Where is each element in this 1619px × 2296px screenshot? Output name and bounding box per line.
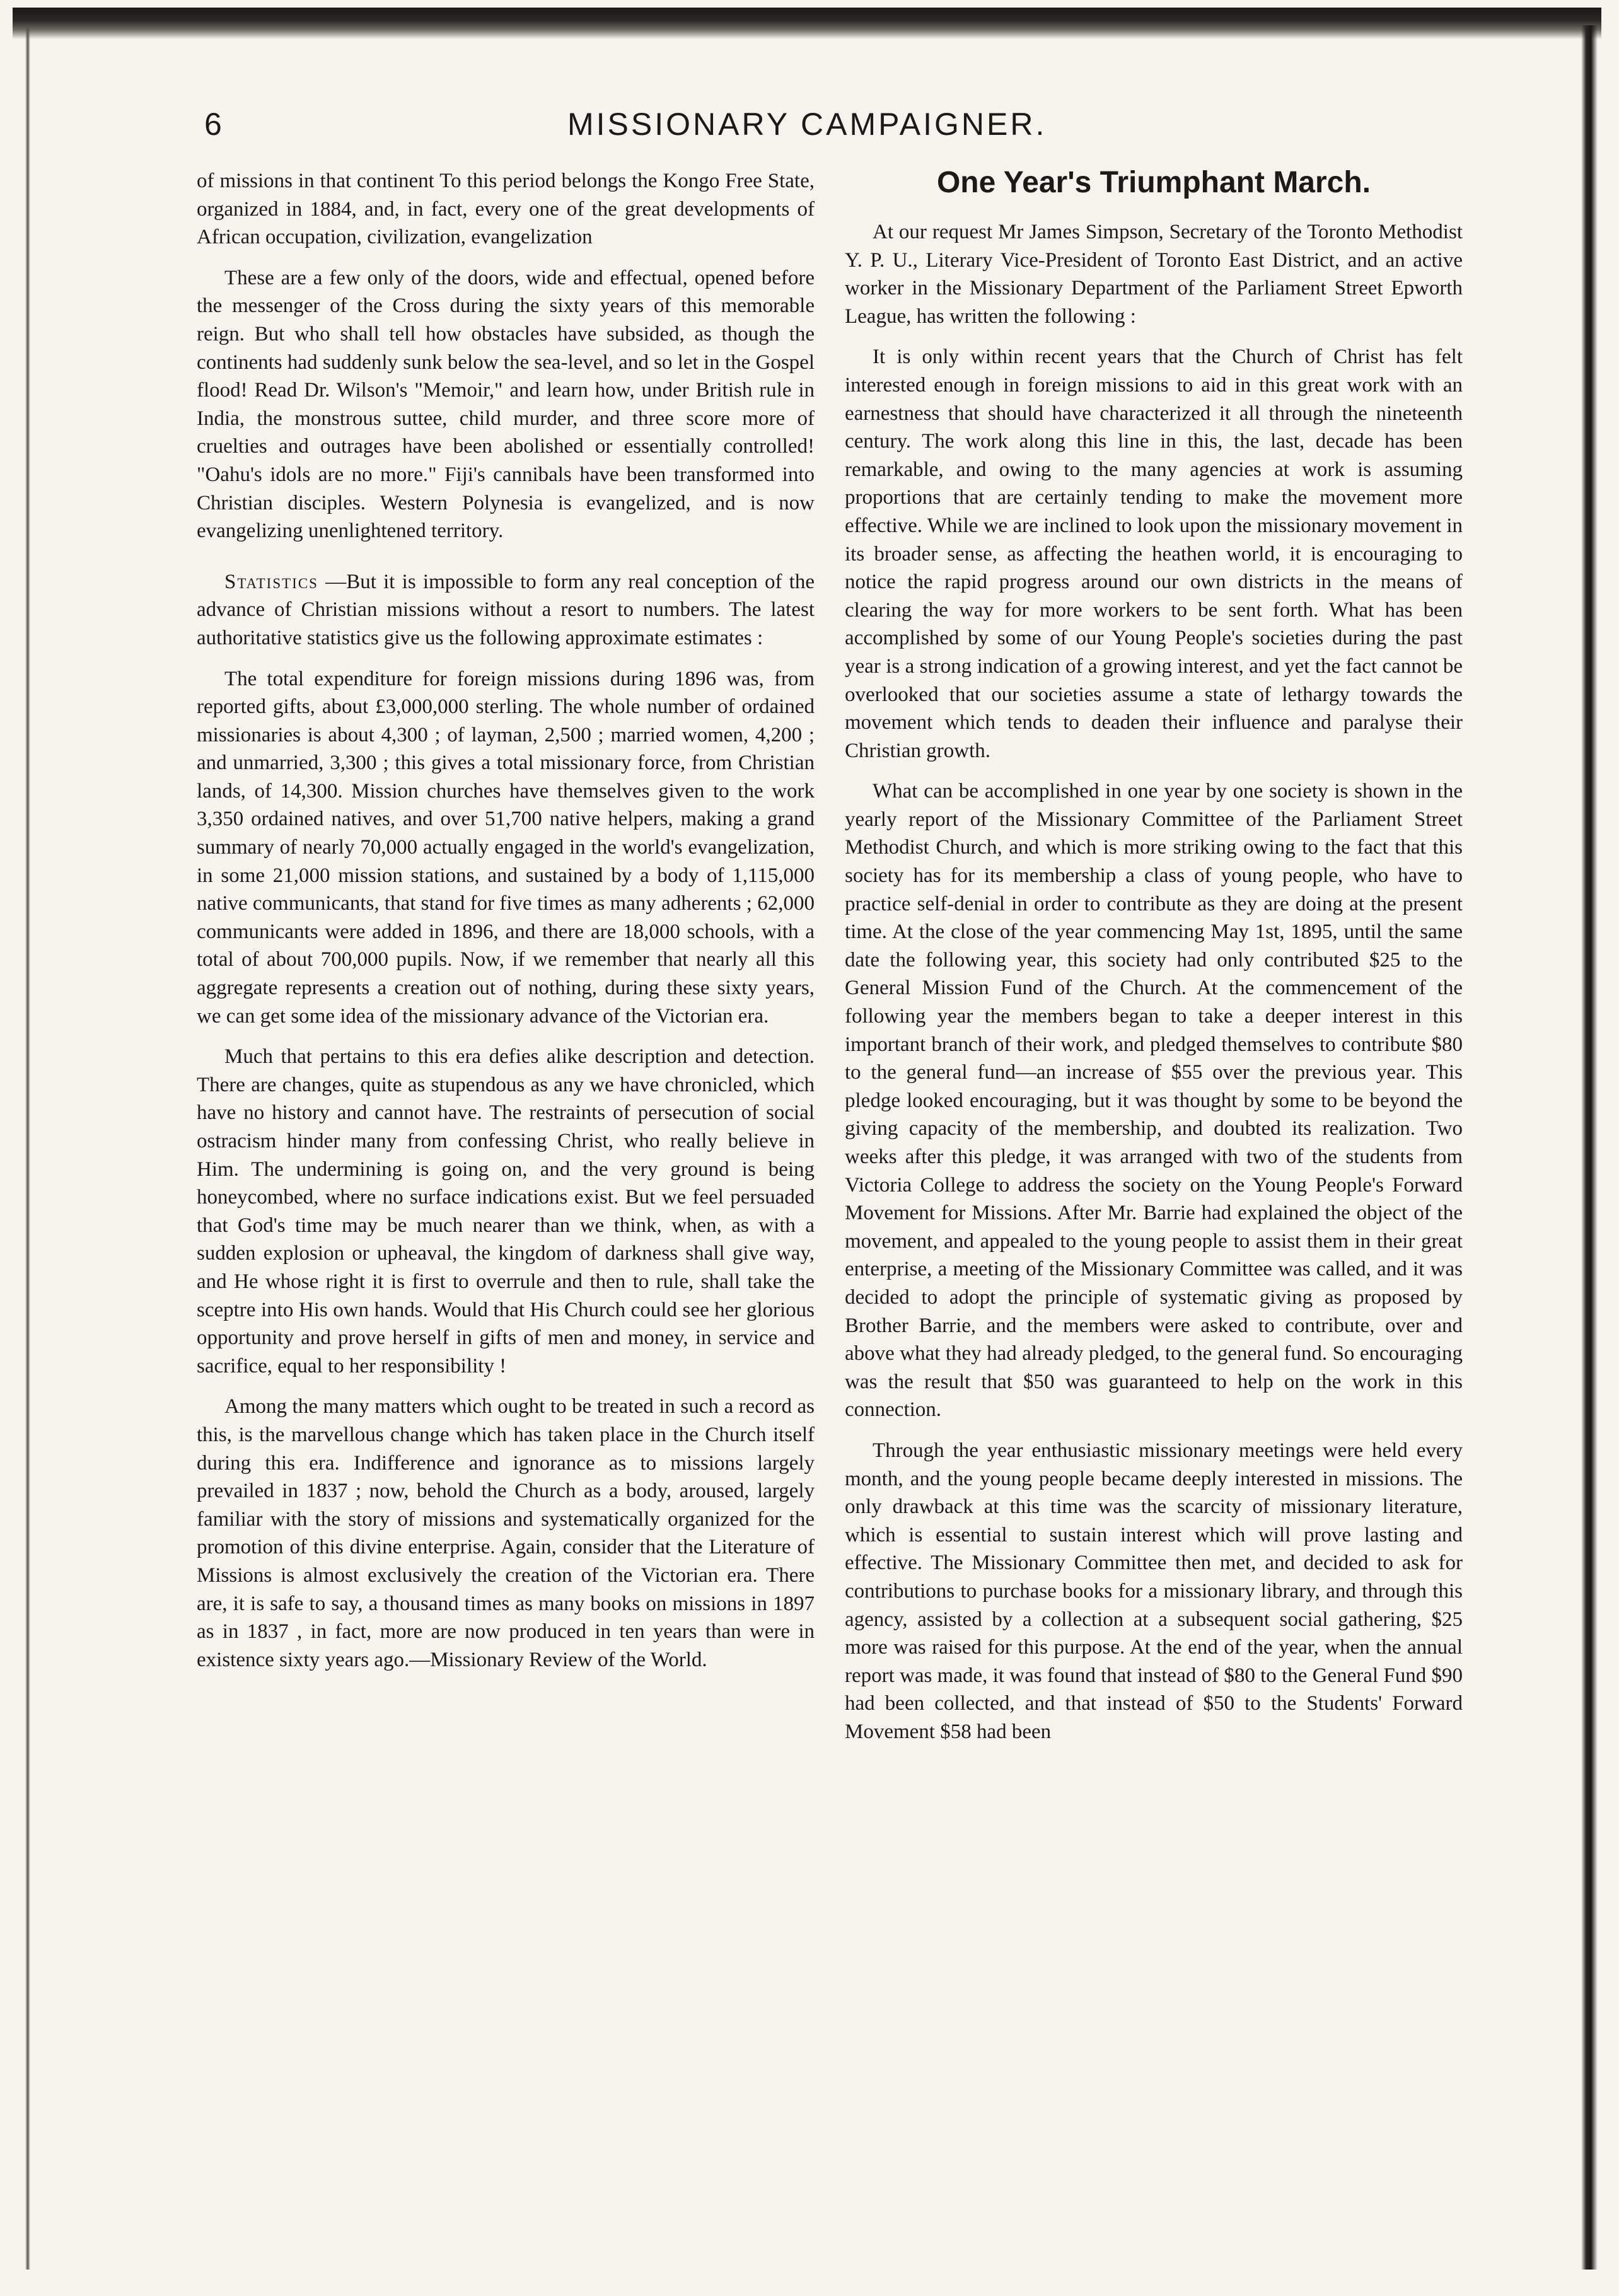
left-border-rule xyxy=(25,25,30,2270)
article-title: One Year's Triumphant March. xyxy=(936,166,1371,199)
paragraph: Among the many matters which ought to be treated in such a record as this, is the marvellous change which has taken place in the Church itself during this era. Indifference and ignorance as to missions largely prevailed in 1837 ; now, behold the Church as a body, aroused, largely familiar with the story of missions and systematically organized for the promotion of this divine enterprise. Again, consider that the Literature of Missions is almost exclusively the creation of the Victorian era. There are, it is safe to say, a thousand times as many books on missions in 1897 as in 1837 , in fact, more are now produced in ten years than were in existence sixty years ago.—Missionary Review of the World. xyxy=(197,1395,815,1671)
paragraph: Through the year enthusiastic missionary meetings were held every month, and the young people became deeply interested in missions. The only drawback at this time was the scarcity of missionary literature, which is essential to sustain interest which will prove lasting and effective. The Missionary Committee then met, and decided to ask for contributions to purchase books for a missionary library, and through this agency, assisted by a collection at a subsequent social gathering, $25 more was raised for this purpose. At the end of the year, when the annual report was made, it was found that instead of $80 to the General Fund $90 had been collected, and that instead of $50 to the Students' Forward Movement $58 had been xyxy=(845,1439,1463,1743)
right-border-rule xyxy=(1581,25,1598,2270)
top-border-rule xyxy=(13,8,1601,39)
running-head: MISSIONARY CAMPAIGNER. xyxy=(567,107,1047,142)
statistics-paragraph xyxy=(197,568,815,652)
page-number: 6 xyxy=(204,107,223,142)
intro-paragraph: At our request Mr James Simpson, Secretary of the Toronto Methodist Y. P. U., Literary Vice-President of Toronto East District, and an active worker in the Missionary Department of the Parliament Street Epworth League, has written the following : xyxy=(845,221,1463,328)
paragraph: of missions in that continent To this period belongs the Kongo Free State, organized in 1884, and, in fact, every one of the great developments of African occupation, civilization, evangelization xyxy=(197,170,815,249)
paragraph: What can be accomplished in one year by one society is shown in the yearly report of the Missionary Committee of the Parliament Street Methodist Church, and which is more striking owing to the fact that this society has for its membership a class of young people, who have to practice self-denial in order to contribute as they are doing at the present time. At the close of the year commencing May 1st, 1895, until the same date the following year, this society had only contributed $25 to the General Mission Fund of the Church. At the commencement of the following year the members began to take a deeper interest in this important branch of their work, and pledged themselves to contribute $80 to the general fund—an increase of $55 over the previous year. This pledge looked encouraging, but it was thought by some to be beyond the giving capacity of the membership, and doubted its realization. Two weeks after this pledge, it was arranged with two of the students from Victoria College to address the society on the Young People's Forward Movement for Missions. After Mr. Barrie had explained the object of the movement, and appealed to the young people to assist them in their great enterprise, a meeting of the Missionary Committee was called, and it was decided to adopt the principle of systematic giving as proposed by Brother Barrie, and the members were asked to contribute, over and above what they had already pledged, to the general fund. So encouraging was the result that $50 was guaranteed to help on the work in this connection. xyxy=(845,780,1463,1422)
right-column xyxy=(845,164,1463,1758)
paragraph: It is only within recent years that the Church of Christ has felt interested enough in foreign missions to aid in this great work with an earnestness that should have characterized it all through the nineteenth century. The work along this line in this, the last, decade has been remarkable, and owing to the many agencies at work is assuming proportions that are certainly tending to make the movement more effective. While we are inclined to look upon the missionary movement in its broader sense, as affecting the heathen world, it is encouraging to notice the rapid progress around our own districts in the means of clearing the way for more workers to be sent forth. What has been accomplished by some of our Young People's societies during the past year is a strong indication of a growing interest, and yet the fact cannot be overlooked that our societies assume a state of lethargy towards the movement which tends to deaden their influence and paralyse their Christian growth. xyxy=(845,345,1463,762)
left-column xyxy=(197,167,815,1686)
paragraph: These are a few only of the doors, wide and effectual, opened before the messenger of the Cross during the sixty years of this memorable reign. But who shall tell how obstacles have subsided, as though the continents had suddenly sunk below the sea-level, and so let in the Gospel flood! Read Dr. Wilson's "Memoir," and learn how, under British rule in India, the monstrous suttee, child murder, and three score more of cruelties and outrages have been abolished or essentially controlled! "Oahu's idols are no more." Fiji's cannibals have been transformed into Christian disciples. Western Polynesia is evangelized, and is now evangelizing unenlightened territory. xyxy=(197,266,815,543)
statistics-text: —But it is impossible to form any real conception of the advance of Christian missions without a resort to numbers. The latest authoritative statistics give us the following approximate estimates : xyxy=(197,570,815,649)
paragraph: The total expenditure for foreign missions during 1896 was, from reported gifts, about £3,000,000 sterling. The whole number of ordained missionaries is about 4,300 ; of layman, 2,500 ; married women, 4,200 ; and unmarried, 3,300 ; this gives a total missionary force, from Christian lands, of 14,300. Mission churches have themselves given to the work 3,350 ordained natives, and over 51,700 native helpers, making a grand summary of nearly 70,000 actually engaged in the world's evangelization, in some 21,000 mission stations, and sustained by a body of 1,115,000 native communicants, that stand for five times as many adherents ; 62,000 communicants were added in 1896, and there are 18,000 schools, with a total of about 700,000 pupils. Now, if we remember that nearly all this aggregate represents a creation out of nothing, during these sixty years, we can get some idea of the missionary advance of the Victorian era. xyxy=(197,667,815,1028)
paragraph: Much that pertains to this era defies alike description and detection. There are changes, quite as stupendous as any we have chronicled, which have no history and cannot have. The restraints of persecution of social ostracism hinder many from confessing Christ, who really believe in Him. The undermining is going on, and the very ground is being honeycombed, where no surface indications exist. But we feel persuaded that God's time may be much nearer than we think, when, as with a sudden explosion or upheaval, the kingdom of darkness shall give way, and He whose right it is first to overrule and then to rule, shall take the sceptre into His own hands. Would that His Church could see her glorious opportunity and prove herself in gifts of men and money, in service and sacrifice, equal to her responsibility ! xyxy=(197,1045,815,1377)
statistics-lead: Statistics xyxy=(224,570,318,593)
